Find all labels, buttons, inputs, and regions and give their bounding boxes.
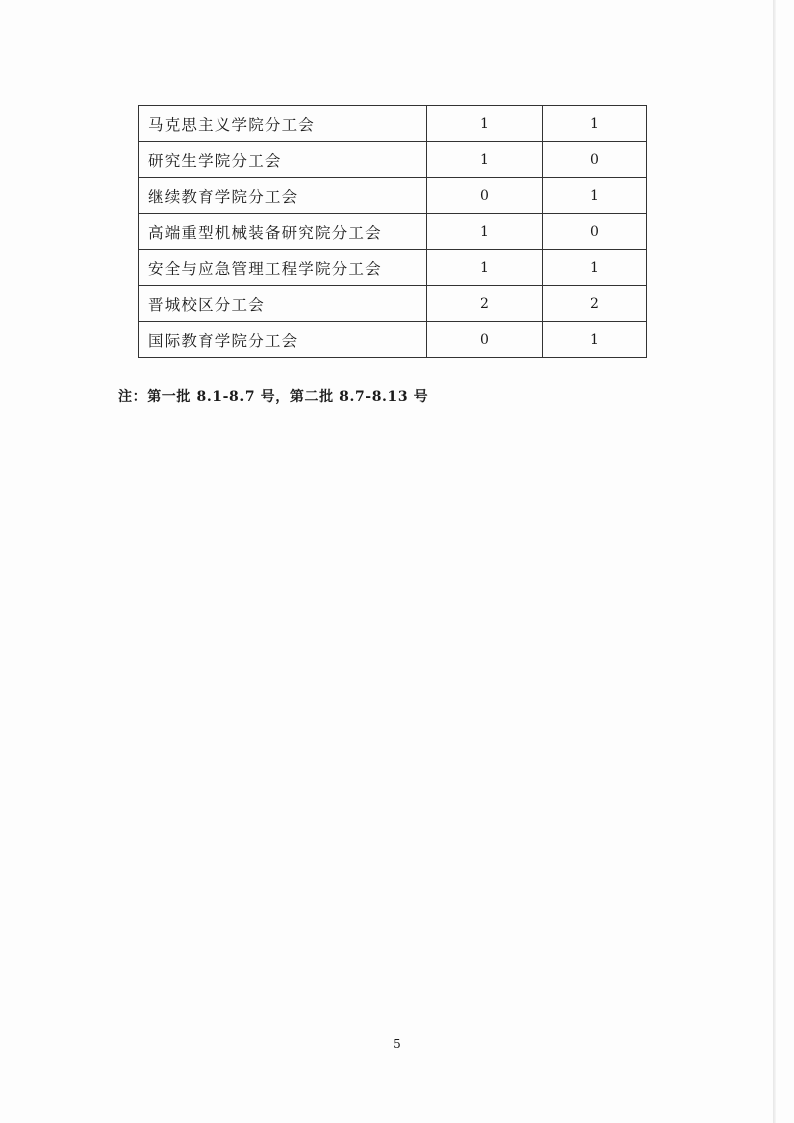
batch-two-count-cell: 1 [543, 250, 647, 286]
batch-one-count-cell: 0 [427, 178, 543, 214]
table-row [139, 214, 647, 250]
batch-one-count-cell: 1 [427, 142, 543, 178]
batch-two-count-cell: 2 [543, 286, 647, 322]
page-number: 5 [393, 1037, 401, 1051]
table-row [139, 250, 647, 286]
batch-one-count-cell: 0 [427, 322, 543, 358]
union-table [138, 105, 647, 358]
row-name-cell: 继续教育学院分工会 [139, 178, 427, 214]
table-row [139, 322, 647, 358]
row-name-cell: 晋城校区分工会 [139, 286, 427, 322]
table-row [139, 286, 647, 322]
batch-two-count-cell: 0 [543, 142, 647, 178]
table-row [139, 106, 647, 142]
row-name-cell: 国际教育学院分工会 [139, 322, 427, 358]
row-name-cell: 安全与应急管理工程学院分工会 [139, 250, 427, 286]
table-footnote: 注：第一批 8.1-8.7 号，第二批 8.7-8.13 号 [118, 389, 429, 405]
batch-one-count-cell: 1 [427, 250, 543, 286]
batch-two-count-cell: 1 [543, 322, 647, 358]
scan-edge-shadow [773, 0, 776, 1123]
batch-two-count-cell: 1 [543, 106, 647, 142]
batch-one-count-cell: 2 [427, 286, 543, 322]
row-name-cell: 马克思主义学院分工会 [139, 106, 427, 142]
batch-one-count-cell: 1 [427, 106, 543, 142]
batch-two-count-cell: 0 [543, 214, 647, 250]
row-name-cell: 高端重型机械装备研究院分工会 [139, 214, 427, 250]
table-row [139, 178, 647, 214]
batch-two-count-cell: 1 [543, 178, 647, 214]
row-name-cell: 研究生学院分工会 [139, 142, 427, 178]
table-row [139, 142, 647, 178]
batch-one-count-cell: 1 [427, 214, 543, 250]
